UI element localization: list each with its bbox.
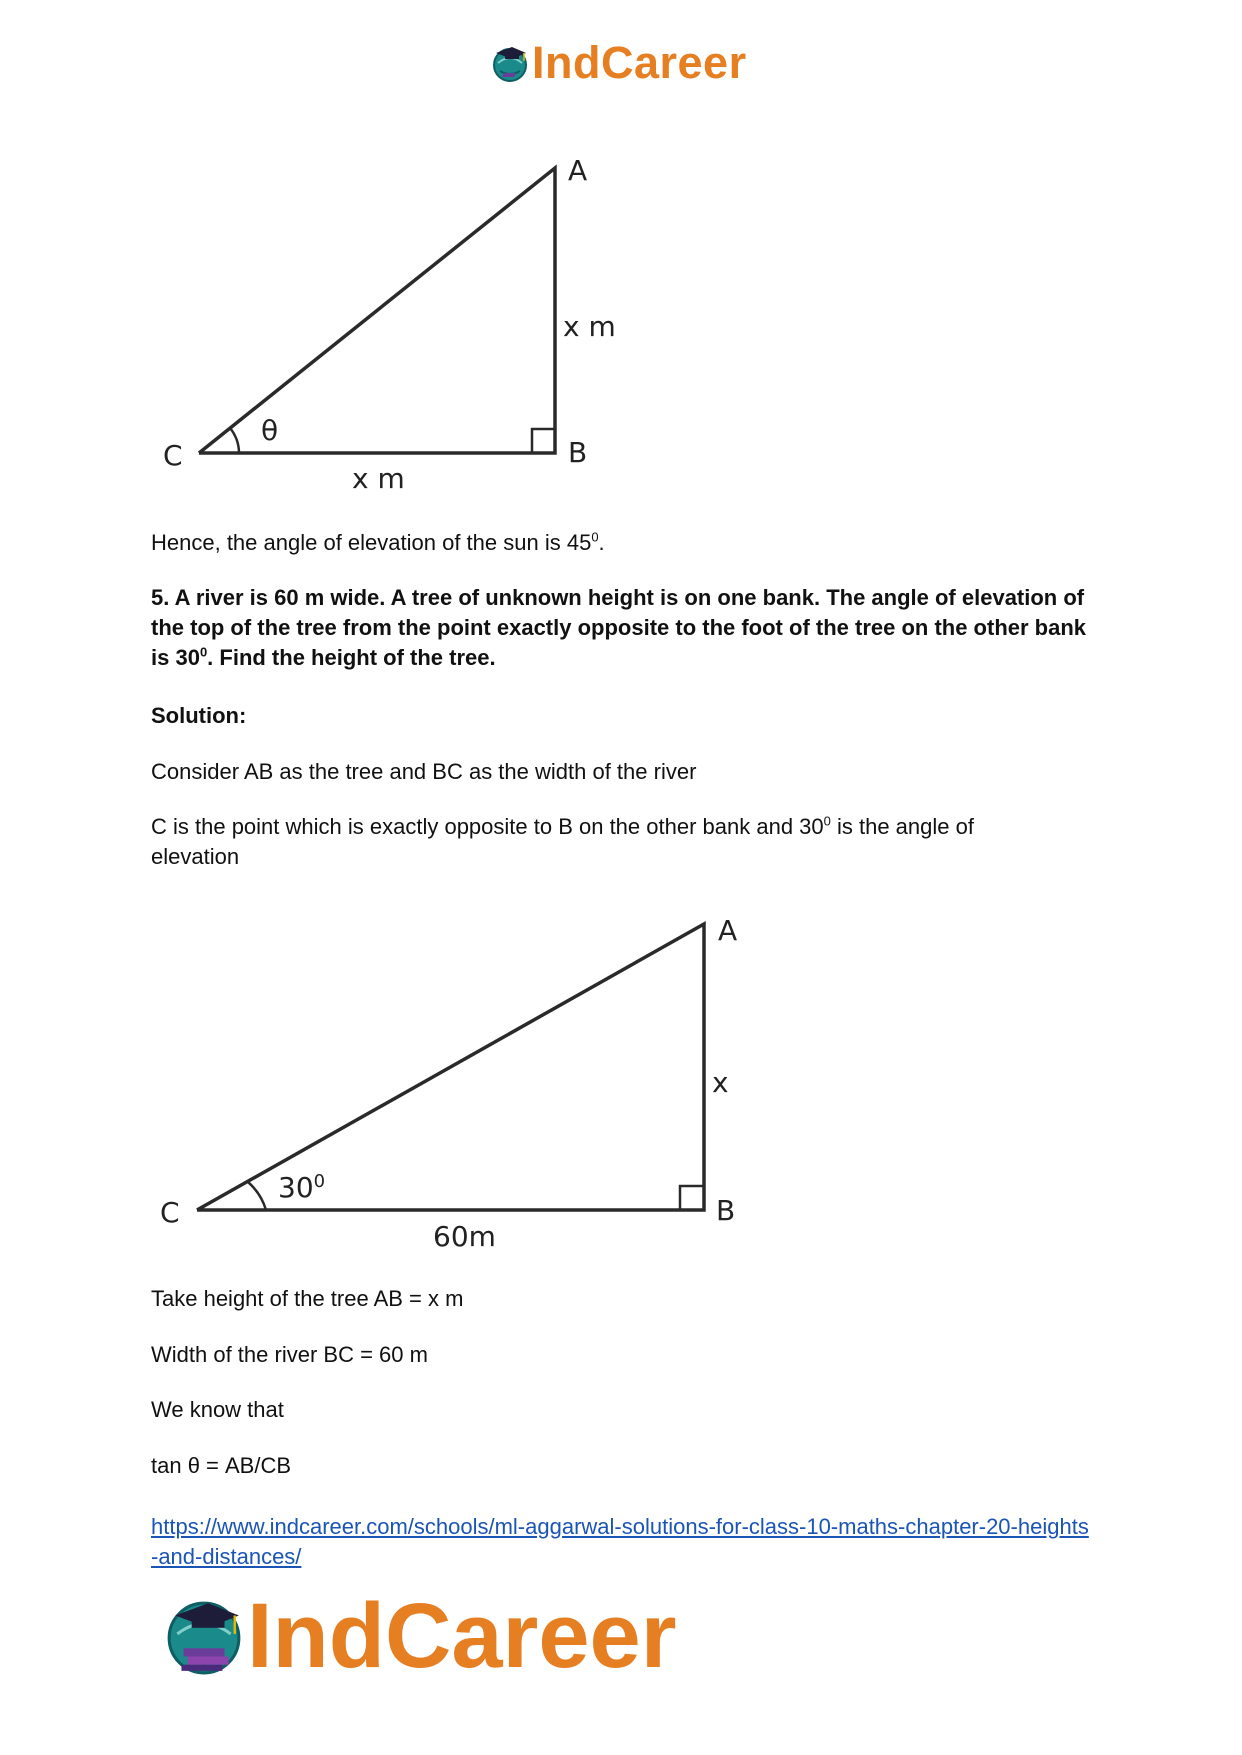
angle-30-label: $30^0$	[278, 1171, 326, 1204]
triangle-diagram-1	[0, 140, 700, 510]
logo-text: IndCareer	[247, 1585, 677, 1687]
globe-graduation-cap-icon	[490, 43, 530, 83]
point-c-text: C is the point which is exactly opposite to B on the other bank and $30^0$ is the angle of elevation	[151, 813, 974, 869]
footer-logo	[163, 1585, 677, 1687]
header-logo	[490, 37, 747, 88]
triangle-2-outline	[197, 924, 704, 1210]
angle-arc-1	[230, 428, 239, 453]
vertex-b-label: B	[716, 1194, 736, 1227]
consider-text: Consider AB as the tree and BC as the width of the river	[151, 759, 697, 784]
angle-theta-label: θ	[261, 414, 279, 447]
right-angle-marker-1	[532, 429, 555, 453]
logo-text: IndCareer	[532, 37, 747, 88]
source-link[interactable]: https://www.indcareer.com/schools/ml-aggarwal-solutions-for-class-10-maths-chapter-20-heights-and-distances/	[151, 1514, 1089, 1569]
side-ab-label: x	[712, 1066, 729, 1099]
step-2: Width of the river BC = 60 m	[151, 1342, 428, 1367]
step-1: Take height of the tree AB = x m	[151, 1286, 464, 1311]
triangle-diagram-2	[0, 900, 800, 1260]
step-4: tan θ = AB/CB	[151, 1453, 292, 1478]
side-ab-label: x m	[563, 310, 616, 343]
side-bc-label: 60m	[433, 1220, 496, 1253]
angle-arc-2	[248, 1182, 266, 1210]
vertex-a-label: A	[718, 914, 738, 947]
step-3: We know that	[151, 1397, 284, 1422]
conclusion-text: Hence, the angle of elevation of the sun is $45^0$.	[151, 529, 605, 555]
vertex-c-label: C	[160, 1196, 180, 1229]
side-bc-label: x m	[352, 462, 405, 495]
vertex-c-label: C	[163, 439, 183, 472]
right-angle-marker-2	[680, 1186, 704, 1210]
vertex-b-label: B	[568, 436, 588, 469]
solution-label: Solution:	[151, 703, 247, 728]
globe-books-icon	[163, 1595, 245, 1677]
vertex-a-label: A	[568, 154, 588, 187]
source-link-block	[151, 1512, 1091, 1572]
triangle-1-outline	[199, 168, 555, 453]
question-5: 5. A river is 60 m wide. A tree of unknown height is on one bank. The angle of elevation of the top of the tree from the point exactly opposite to the foot of the tree on the other bank is $30^0$. Find the height of the tree.	[151, 585, 1087, 670]
